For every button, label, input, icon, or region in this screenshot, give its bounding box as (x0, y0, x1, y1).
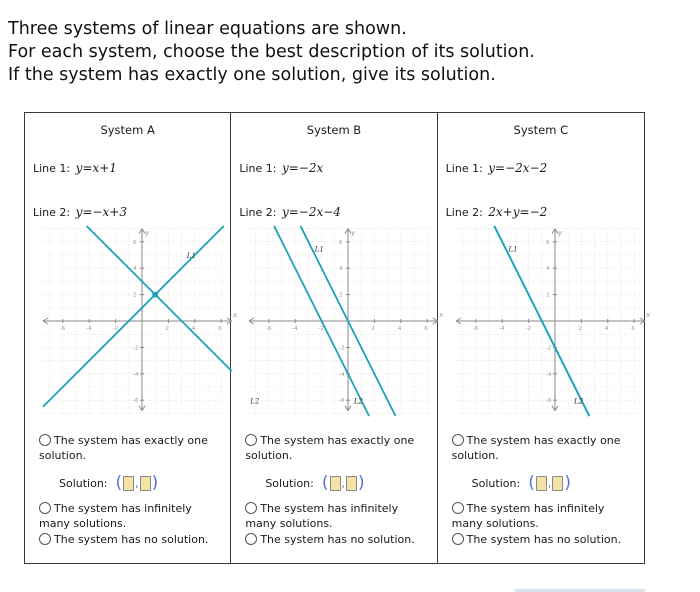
option-label: The system has no solution. (54, 533, 209, 546)
y-tick-label: 4 (339, 266, 343, 273)
instructions (8, 18, 535, 87)
line-2-equation (33, 205, 127, 219)
option-label: The system has exactly one solution. (451, 434, 621, 462)
instruction-line-2: For each system, choose the best description of its solution. (8, 42, 535, 62)
comma-icon: , (547, 476, 552, 490)
solution-entry (265, 473, 365, 493)
y-tick-label: -2 (339, 345, 345, 352)
equation: y=−2x (281, 161, 324, 175)
x-axis-label: x (645, 311, 650, 319)
line-1-equation (33, 161, 117, 175)
radio-button[interactable] (245, 533, 257, 545)
y-tick-label: 6 (133, 239, 137, 246)
x-input[interactable] (123, 476, 134, 491)
y-tick-label: 4 (133, 266, 137, 273)
option-infinitely-many[interactable] (39, 501, 224, 531)
x-tick-label: 2 (578, 326, 582, 332)
intersection-point (152, 292, 158, 298)
x-tick-label: -6 (59, 326, 66, 332)
y-tick-label: 6 (545, 239, 550, 246)
system-graph (243, 229, 444, 416)
instruction-line-3: If the system has exactly one solution, give its solution. (8, 65, 496, 85)
option-label: The system has infinitely many solutions. (245, 502, 399, 530)
option-infinitely-many[interactable] (452, 501, 637, 531)
line-2-equation (239, 205, 341, 219)
equation: y=−x+3 (75, 205, 127, 219)
option-exactly-one[interactable] (245, 433, 430, 463)
line-label: Line 1: (33, 162, 71, 175)
solution-entry (59, 473, 159, 493)
comma-icon: , (341, 476, 345, 490)
comma-icon: , (135, 476, 139, 490)
option-infinitely-many[interactable] (245, 501, 430, 531)
line-1-equation (239, 161, 323, 175)
solution-entry (472, 473, 572, 493)
radio-button[interactable] (452, 533, 464, 545)
line-label: Line 1: (445, 162, 483, 175)
y-tick-label: -6 (339, 398, 345, 405)
radio-button[interactable] (39, 533, 51, 545)
y-input[interactable] (140, 476, 151, 491)
y-tick-label: -2 (133, 345, 139, 352)
y-tick-label: -4 (545, 371, 552, 378)
x-tick-label: 2 (371, 326, 376, 332)
y-axis-label: y (351, 229, 356, 238)
close-paren-icon: ) (358, 473, 365, 493)
system-graph (450, 229, 650, 416)
open-paren-icon: ( (528, 473, 535, 493)
y-tick-label: -6 (545, 398, 552, 405)
x-tick-label: -2 (318, 326, 325, 332)
x-tick-label: 6 (630, 326, 635, 332)
solution-label: Solution: (59, 476, 108, 490)
radio-button[interactable] (452, 434, 464, 446)
open-paren-icon: ( (115, 473, 123, 493)
option-exactly-one[interactable] (39, 433, 224, 463)
x-tick-label: -2 (112, 326, 119, 332)
option-label: The system has exactly one solution. (245, 434, 415, 462)
line-label: Line 2: (33, 206, 71, 219)
y-tick-label: -4 (133, 371, 139, 378)
x-input[interactable] (330, 476, 341, 491)
y-axis-label: y (557, 229, 562, 238)
x-tick-label: 6 (424, 326, 429, 332)
y-tick-label: -4 (339, 371, 345, 378)
x-input[interactable] (536, 476, 547, 491)
line-1-equation (446, 161, 548, 175)
x-tick-label: 4 (604, 326, 608, 332)
open-paren-icon: ( (321, 473, 329, 493)
y-tick-label: 2 (339, 292, 343, 299)
option-no-solution[interactable] (452, 532, 637, 547)
option-label: The system has no solution. (466, 533, 622, 546)
y-tick-label: 2 (545, 292, 550, 299)
solution-label: Solution: (471, 476, 521, 490)
close-paren-icon: ) (151, 473, 159, 493)
option-no-solution[interactable] (39, 532, 224, 547)
solution-label: Solution: (265, 476, 314, 490)
option-label: The system has infinitely many solutions. (451, 502, 605, 530)
radio-button[interactable] (245, 434, 257, 446)
y-tick-label: 4 (545, 266, 550, 273)
system-b-column (231, 113, 444, 563)
line-label: Line 1: (239, 162, 277, 175)
option-label: The system has no solution. (260, 533, 415, 546)
x-tick-label: 6 (218, 326, 222, 332)
line-label: Line 2: (445, 206, 483, 219)
graph-line-l1 (43, 226, 224, 407)
radio-button[interactable] (39, 434, 51, 446)
option-label: The system has exactly one solution. (39, 434, 208, 462)
systems-panel (24, 112, 650, 564)
equation: y=−2x−4 (281, 205, 341, 219)
x-tick-label: 4 (398, 326, 402, 332)
y-input[interactable] (346, 476, 357, 491)
x-axis-label: x (233, 311, 238, 319)
x-axis-label: x (439, 311, 444, 319)
system-title: System A (100, 123, 155, 137)
line-label-l1: L1 (186, 252, 196, 260)
line-label-l2: L2 (573, 397, 583, 406)
x-tick-label: -2 (525, 326, 531, 332)
x-tick-label: -4 (292, 326, 299, 332)
y-tick-label: -6 (133, 398, 139, 405)
x-tick-label: 2 (165, 326, 169, 332)
radio-button[interactable] (245, 502, 257, 514)
line-label-l1: L1 (315, 245, 325, 254)
x-tick-label: -4 (86, 326, 92, 332)
graph-line-l2 (87, 226, 232, 371)
option-exactly-one[interactable] (452, 433, 637, 463)
line-label-l2: L2 (250, 397, 260, 406)
y-tick-label: -2 (545, 345, 552, 352)
line-2-equation (446, 205, 548, 219)
equation: 2x+y=−2 (488, 205, 548, 219)
system-c-column (438, 113, 650, 563)
instruction-line-1: Three systems of linear equations are shown. (8, 19, 407, 39)
x-tick-label: -6 (472, 326, 478, 332)
close-paren-icon: ) (564, 473, 571, 493)
system-graph (37, 229, 260, 416)
line-label: Line 2: (239, 206, 277, 219)
system-a-column (25, 113, 260, 563)
radio-button[interactable] (452, 502, 464, 514)
x-tick-label: -6 (266, 326, 272, 332)
system-title: System C (513, 123, 569, 137)
x-tick-label: -4 (498, 326, 505, 332)
y-input[interactable] (552, 476, 563, 491)
equation: y=−2x−2 (488, 161, 548, 175)
equation: y=x+1 (75, 161, 117, 175)
y-axis-label: y (145, 229, 150, 238)
option-label: The system has infinitely many solutions. (39, 502, 192, 530)
y-tick-label: 6 (339, 239, 343, 246)
line-label-l1: L1 (508, 245, 518, 254)
option-no-solution[interactable] (245, 532, 430, 547)
x-tick-label: 4 (191, 326, 196, 332)
y-tick-label: 2 (133, 292, 137, 299)
radio-button[interactable] (39, 502, 51, 514)
system-title: System B (306, 123, 362, 137)
line-label-l2: L2 (354, 397, 364, 406)
